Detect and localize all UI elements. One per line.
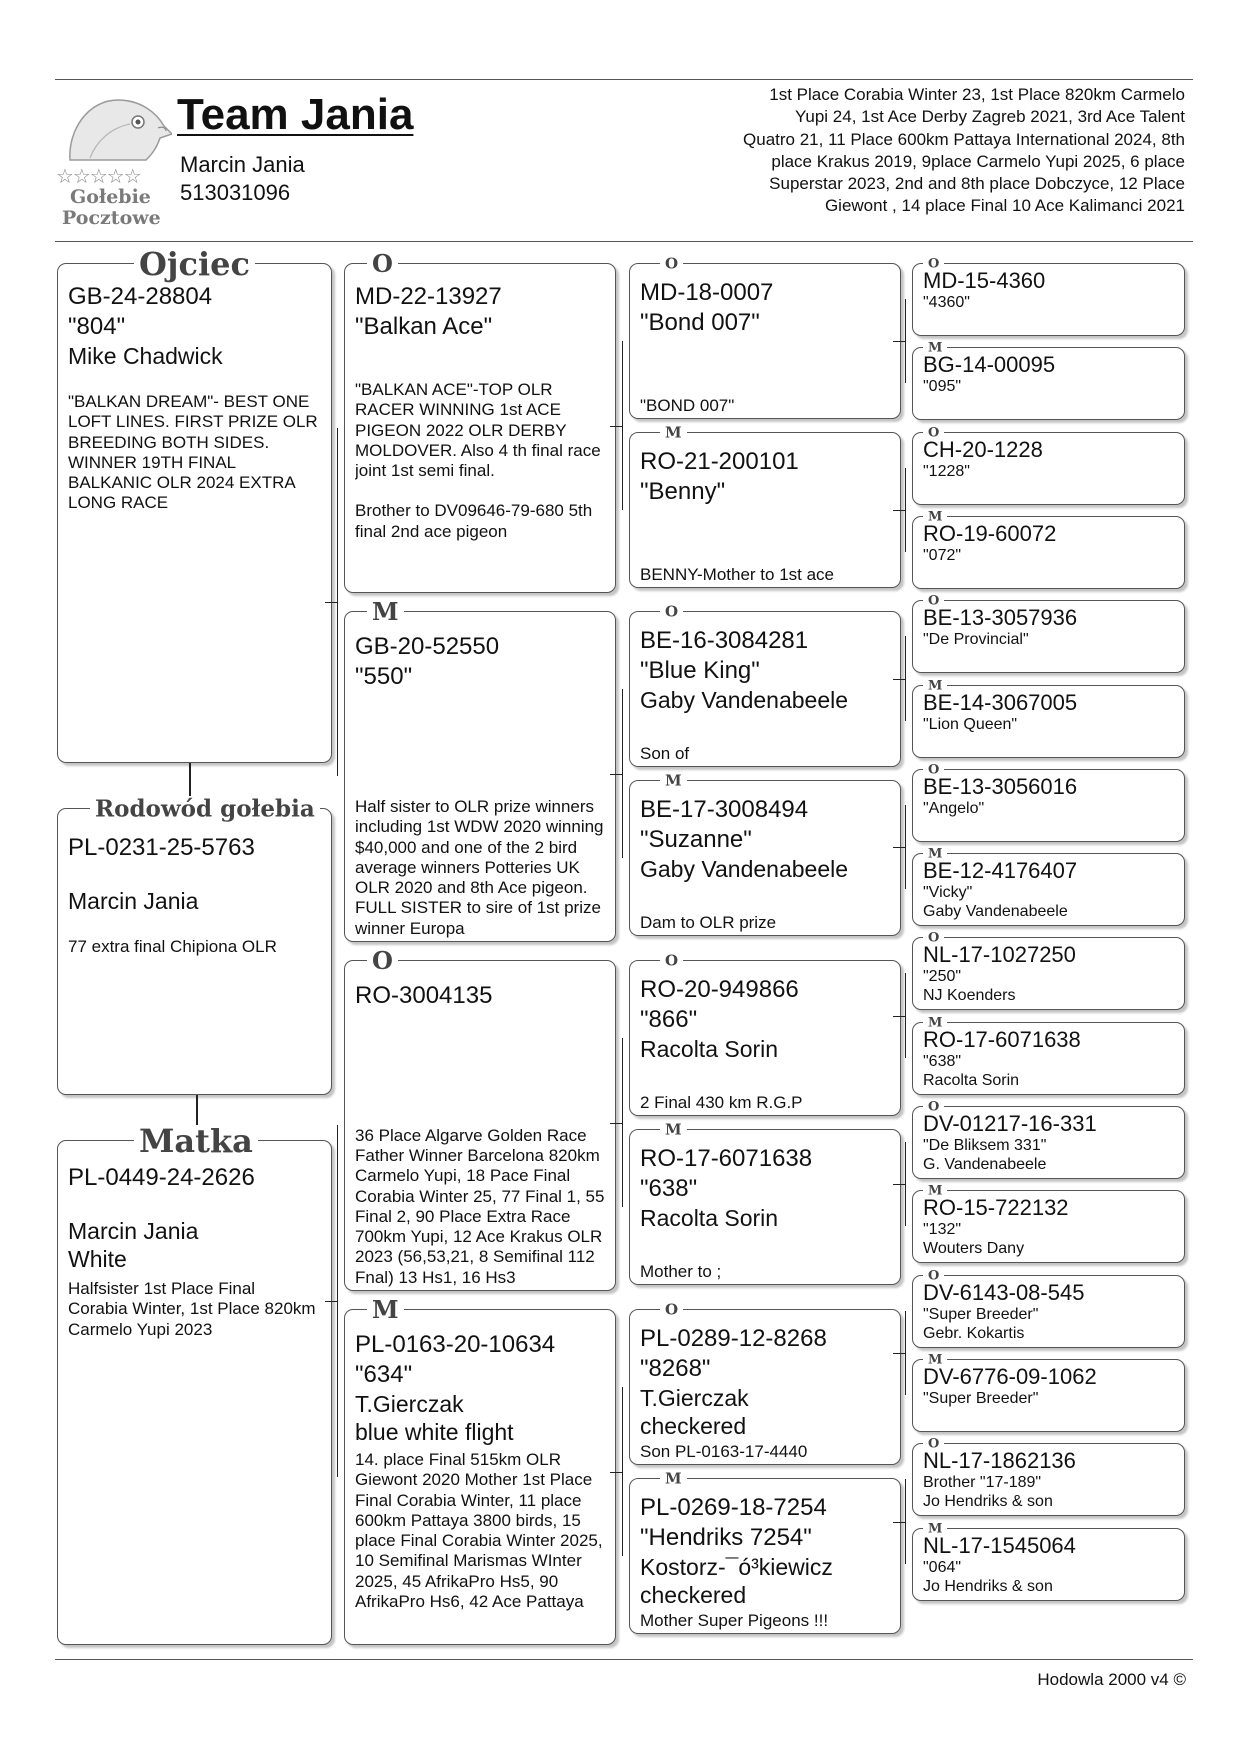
connector-line [893,679,905,680]
pigeon-ring: RO-15-722132 [923,1195,1069,1220]
pigeon-name: "Vicky" [923,884,973,901]
pigeon-color: checkered [640,1582,747,1608]
footer-text: Hodowla 2000 v4 © [1037,1670,1186,1689]
pigeon-color: checkered [640,1413,747,1439]
sex-label: O [923,932,944,945]
pigeon-ring: BE-13-3056016 [923,774,1078,799]
pigeon-name: Brother "17-189" [923,1474,1042,1491]
pedigree-card[interactable] [629,1300,901,1465]
breeder-name: Marcin Jania [180,152,305,177]
sex-label: M [923,342,947,355]
pigeon-color: White [68,1246,127,1272]
footer-rule [55,1659,1193,1660]
connector-line [905,299,906,383]
pedigree-card[interactable] [912,425,1185,505]
connector-line [893,1522,905,1523]
pigeon-breeder: G. Vandenabeele [923,1156,1047,1173]
logo-text-line1: Gołebie [70,186,151,208]
pigeon-breeder: Gaby Vandenabeele [923,903,1068,920]
pigeon-ring: BG-14-00095 [923,352,1056,377]
pigeon-ring: PL-0449-24-2626 [68,1164,255,1191]
pedigree-card[interactable] [912,762,1185,842]
pigeon-name: "4360" [923,294,970,311]
connector-line [610,1123,622,1124]
logo-text-line2: Pocztowe [62,207,161,229]
sex-label: M [923,1185,947,1198]
pigeon-breeder: Wouters Dany [923,1240,1025,1257]
pedigree-card[interactable] [629,602,901,767]
pigeon-ring: MD-22-13927 [355,283,502,310]
connector-line [905,973,906,1058]
sex-label: M [923,511,947,524]
sex-label: O [923,764,944,777]
pigeon-ring: BE-13-3057936 [923,605,1078,630]
connector-line [622,1387,623,1556]
pigeon-name: "De Provincial" [923,631,1029,648]
pedigree-card[interactable] [912,846,1185,926]
sex-label: M [660,1123,687,1138]
pigeon-notes: "BALKAN ACE"-TOP OLR RACER WINNING 1st ACE PIGEON 2022 OLR DERBY MOLDOVER. Also 4 th final race joint 1st semi final. [355,380,601,481]
pigeon-name: "Super Breeder" [923,1306,1039,1323]
pedigree-card[interactable] [912,256,1185,336]
connector-line [905,468,906,552]
pigeon-notes: 14. place Final 515km OLR Giewont 2020 Mother 1st Place Final Corabia Winter, 11 place 600km Pattaya 3800 birds, 15 place Final Corabia Winter 2025, 10 Semifinal Marismas WInter 2025, 45 AfrikaPro Hs5, 90 AfrikaPro Hs6, 42 Ace Pattaya [355,1450,603,1612]
connector-line [893,847,905,848]
sex-label: O [660,257,683,272]
pigeon-name: "132" [923,1221,962,1238]
header-bottom-rule [55,241,1193,242]
sex-label: M [367,600,404,624]
pedigree-card[interactable] [912,593,1185,673]
pigeon-name: "Suzanne" [640,826,752,853]
connector-line [337,1125,338,1477]
pigeon-notes: "BOND 007" [640,395,735,415]
pigeon-ring: PL-0289-12-8268 [640,1325,827,1352]
pigeon-breeder: Jo Hendriks & son [923,1578,1053,1595]
sex-label: M [660,774,687,789]
sex-label: O [367,252,398,276]
pigeon-ring: DV-6776-09-1062 [923,1364,1097,1389]
pigeon-notes: Half sister to OLR prize winners including 1st WDW 2020 winning $40,000 and one of the 2 bird average winners Potteries UK OLR 2020 and 8th Ace pigeon. FULL SISTER to sire of 1st prize winner Europa [355,796,604,938]
pigeon-ring: GB-24-28804 [68,283,213,310]
pigeon-name: "Lion Queen" [923,716,1018,733]
pigeon-ring: DV-01217-16-331 [923,1111,1097,1136]
pigeon-name: "550" [355,663,413,690]
connector-line [893,341,905,342]
pedigree-card[interactable] [629,1120,901,1285]
pigeon-name: "866" [640,1006,698,1033]
pigeon-ring: RO-19-60072 [923,521,1057,546]
connector-line [189,763,191,796]
pigeon-ring: BE-16-3084281 [640,627,809,654]
pigeon-ring: RO-17-6071638 [640,1145,813,1172]
pedigree-card[interactable] [344,946,616,1291]
pigeon-ring: RO-20-949866 [640,976,799,1003]
pigeon-name: "Hendriks 7254" [640,1524,812,1551]
pigeon-breeder: Gebr. Kokartis [923,1325,1025,1342]
pigeon-color: blue white flight [355,1419,514,1445]
pigeon-name: "1228" [923,463,970,480]
sex-label: O [923,258,944,271]
pedigree-card[interactable] [912,340,1185,420]
pigeon-name: "638" [923,1053,962,1070]
pigeon-ring: CH-20-1228 [923,437,1043,462]
pedigree-card[interactable] [629,423,901,588]
pigeon-name: "072" [923,547,962,564]
pigeon-name: "064" [923,1559,962,1576]
pedigree-card[interactable] [912,930,1185,1010]
pigeon-name: "Super Breeder" [923,1390,1039,1407]
father-title: Ojciec [134,248,255,280]
connector-line [905,1311,906,1395]
pigeon-breeder: Kostorz-¯ó³kiewicz [640,1554,833,1580]
father-card[interactable] [57,245,332,763]
pigeon-ring: NL-17-1862136 [923,1448,1076,1473]
pigeon-name: "095" [923,378,962,395]
breeder-phone: 513031096 [180,180,291,205]
pigeon-ring: NL-17-1027250 [923,942,1076,967]
pedigree-card[interactable] [344,597,616,942]
pigeon-ring: RO-3004135 [355,982,493,1009]
pedigree-card[interactable] [629,1469,901,1634]
pigeon-notes: Son PL-0163-17-4440 [640,1441,808,1461]
pedigree-card[interactable] [912,1183,1185,1263]
pigeon-ring: DV-6143-08-545 [923,1280,1085,1305]
pigeon-ring: MD-15-4360 [923,268,1046,293]
pigeon-name: "De Bliksem 331" [923,1137,1047,1154]
pigeon-breeder: Marcin Jania [68,888,199,914]
pigeon-ring: BE-12-4176407 [923,858,1078,883]
sex-label: M [660,1472,687,1487]
connector-line [905,1142,906,1226]
sex-label: M [660,426,687,441]
sex-label: M [923,848,947,861]
pedigree-card[interactable] [629,951,901,1116]
pigeon-breeder: NJ Koenders [923,987,1016,1004]
pedigree-card[interactable] [912,1099,1185,1179]
connector-line [622,689,623,858]
pigeon-name: "634" [355,1361,413,1388]
logo-stars: ☆☆☆☆☆ [56,164,141,188]
sex-label: O [923,595,944,608]
mother-card[interactable] [57,1122,332,1645]
pigeon-name: "Angelo" [923,800,985,817]
pigeon-name: "8268" [640,1355,711,1382]
sex-label: O [923,427,944,440]
connector-line [610,1472,622,1473]
pigeon-name: "638" [640,1175,698,1202]
sex-label: O [660,605,683,620]
subject-card[interactable] [57,795,332,1095]
pigeon-notes: Mother Super Pigeons !!! [640,1610,829,1630]
connector-line [610,426,622,427]
header-top-rule [55,79,1193,80]
pigeon-notes: Mother to ; [640,1261,722,1281]
pigeon-notes: BENNY-Mother to 1st ace [640,564,835,584]
pedigree-card[interactable] [912,1521,1185,1601]
pedigree-card[interactable] [629,771,901,936]
pigeon-breeder: Gaby Vandenabeele [640,856,849,882]
pedigree-card[interactable] [629,254,901,419]
pigeon-breeder: T.Gierczak [640,1385,749,1411]
connector-line [337,428,338,776]
pigeon-notes: Halfsister 1st Place Final Corabia Winter, 1st Place 820km Carmelo Yupi 2023 [68,1279,316,1339]
pigeon-name: "Blue King" [640,657,760,684]
connector-line [893,1353,905,1354]
connector-line [893,1184,905,1185]
pedigree-card[interactable] [912,1015,1185,1095]
pigeon-ring: PL-0163-20-10634 [355,1331,556,1358]
pigeon-notes: Dam to OLR prize [640,912,777,932]
pigeon-breeder: Racolta Sorin [923,1072,1020,1089]
pigeon-ring: NL-17-1545064 [923,1533,1076,1558]
connector-line [893,1016,905,1017]
pigeon-breeder: Mike Chadwick [68,343,223,369]
pigeon-notes-extra: Brother to DV09646-79-680 5th final 2nd ace pigeon [355,501,593,541]
pigeon-notes: 36 Place Algarve Golden Race Father Winner Barcelona 820km Carmelo Yupi, 18 Pace Final Corabia Winter 25, 77 Final 1, 55 Final 2, 90 Place Extra Race 700km Yupi, 12 Ace Krakus OLR 2023 (56,53,21, 8 Semifinal 112 Fnal) 13 Hs1, 16 Hs3 [355,1125,605,1287]
connector-line [325,602,337,603]
pigeon-notes: Son of [640,743,690,763]
sex-label: O [923,1270,944,1283]
connector-line [893,510,905,511]
pedigree-card[interactable] [344,1295,616,1645]
connector-line [905,805,906,889]
pigeon-notes: 77 extra final Chipiona OLR [68,937,277,956]
connector-line [622,341,623,510]
connector-line [325,1301,337,1302]
pigeon-breeder: T.Gierczak [355,1391,464,1417]
sex-label: O [923,1101,944,1114]
sex-label: M [923,1017,947,1030]
pigeon-ring: BE-17-3008494 [640,796,809,823]
pigeon-name: "Benny" [640,478,726,505]
pedigree-card[interactable] [912,509,1185,589]
sex-label: M [923,680,947,693]
mother-title: Matka [134,1125,258,1157]
pedigree-card[interactable] [344,249,616,593]
logo [56,90,172,230]
sex-label: O [367,949,398,973]
pigeon-breeder: Gaby Vandenabeele [640,687,849,713]
pigeon-breeder: Racolta Sorin [640,1205,779,1231]
pigeon-ring: RO-17-6071638 [923,1027,1081,1052]
pigeon-ring: PL-0269-18-7254 [640,1494,827,1521]
sex-label: M [367,1298,404,1322]
sex-label: O [923,1438,944,1451]
pigeon-ring: MD-18-0007 [640,279,774,306]
pigeon-ring: PL-0231-25-5763 [68,834,255,861]
pigeon-ring: BE-14-3067005 [923,690,1078,715]
pigeon-name: "Balkan Ace" [355,313,493,340]
pigeon-ring: GB-20-52550 [355,633,500,660]
connector-line [610,774,622,775]
pigeon-breeder: Jo Hendriks & son [923,1493,1053,1510]
pedigree-card[interactable] [912,678,1185,758]
pigeon-name: "Bond 007" [640,309,760,336]
pedigree-card[interactable] [912,1268,1185,1348]
sex-label: M [923,1523,947,1536]
pigeon-notes: 2 Final 430 km R.G.P [640,1092,803,1112]
connector-line [622,1038,623,1207]
sex-label: O [660,1303,683,1318]
sex-label: O [660,954,683,969]
pigeon-ring: RO-21-200101 [640,448,799,475]
pedigree-card[interactable] [912,1352,1185,1432]
sex-label: M [923,1354,947,1367]
pigeon-breeder: Marcin Jania [68,1218,199,1244]
connector-line [905,636,906,721]
pedigree-card[interactable] [912,1436,1185,1516]
pigeon-name: "250" [923,968,962,985]
team-name: Team Jania [177,90,414,139]
connector-line [905,1479,906,1564]
pigeon-name: "804" [68,313,126,340]
achievements-text: 1st Place Corabia Winter 23, 1st Place 820km Carmelo Yupi 24, 1st Ace Derby Zagreb 2021, 3rd Ace Talent Quatro 21, 11 Place 600km Pattaya International 2024, 8th place Krakus 2019, 9place Carmelo Yupi 2025, 6 place Superstar 2023, 2nd and 8th place Dobczyce, 12 Place Giewont , 14 place Final 10 Ace Kalimanci 2021 [743,85,1185,216]
pigeon-notes: "BALKAN DREAM"- BEST ONE LOFT LINES. FIRST PRIZE OLR BREEDING BOTH SIDES. WINNER 19TH FINAL BALKANIC OLR 2024 EXTRA LONG RACE [68,392,318,513]
subject-title: Rodowód gołebia [90,798,320,821]
pigeon-breeder: Racolta Sorin [640,1036,779,1062]
